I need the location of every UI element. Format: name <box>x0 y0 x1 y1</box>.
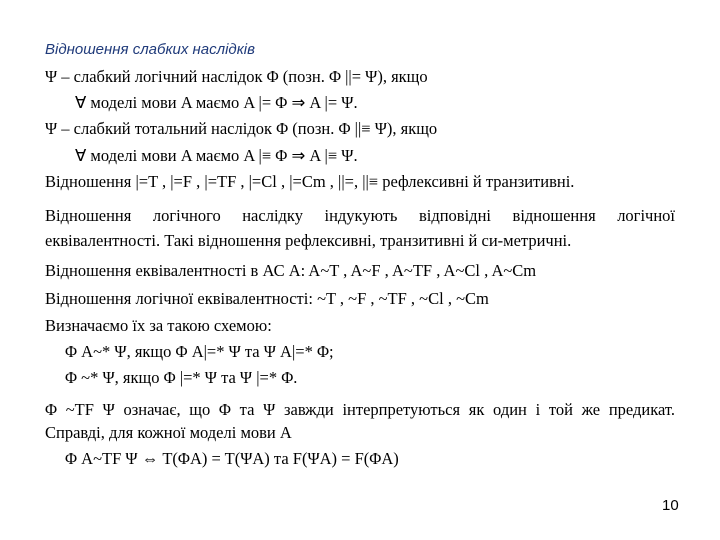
slide-title: Відношення слабких наслідків <box>45 41 255 58</box>
paragraph-3-line-1: Φ ~TF Ψ означає, що Φ та Ψ завжди інтерпретуються як один і той же предикат. <box>45 400 675 419</box>
page-number: 10 <box>662 497 679 514</box>
paragraph-3-line-2: Справді, для кожної моделі мови A <box>45 423 292 442</box>
paragraph-2-line-1: Відношення логічного наслідку індукують відповідні відношення логічної <box>45 206 675 225</box>
text-line-11: Φ A~* Ψ, якщо Φ A|=* Ψ та Ψ A|=* Φ; <box>65 342 334 361</box>
text-line-10: Визначаємо їх за такою схемою: <box>45 316 272 335</box>
text-line-5: Відношення |=T , |=F , |=TF , |=Cl , |=Cm , ||=, ||≡ рефлексивні й транзитивні. <box>45 172 575 191</box>
text-line-1: Ψ – слабкий логічний наслідок Φ (позн. Φ ||= Ψ), якщо <box>45 67 428 86</box>
text-line-8: Відношення еквівалентності в АС A: A~T , A~F , A~TF , A~Cl , A~Cm <box>45 261 537 280</box>
text-line-4: ∀ моделі мови A маємо A |≡ Φ ⇒ A |≡ Ψ. <box>75 146 358 165</box>
text-line-12: Φ ~* Ψ, якщо Φ |=* Ψ та Ψ |=* Φ. <box>65 368 298 387</box>
text-line-2: ∀ моделі мови A маємо A |= Φ ⇒ A |= Ψ. <box>75 93 358 112</box>
text-line-9: Відношення логічної еквівалентності: ~T , ~F , ~TF , ~Cl , ~Cm <box>45 289 489 308</box>
text-line-3: Ψ – слабкий тотальний наслідок Φ (позн. Φ ||≡ Ψ), якщо <box>45 119 438 138</box>
text-line-15: Φ A~TF Ψ ⇔ T(ΦA) = T(ΨA) та F(ΨA) = F(ΦA) <box>65 449 399 468</box>
paragraph-2-line-2: еквівалентності. Такі відношення рефлексивні, транзитивні й си-метричні. <box>45 231 572 250</box>
